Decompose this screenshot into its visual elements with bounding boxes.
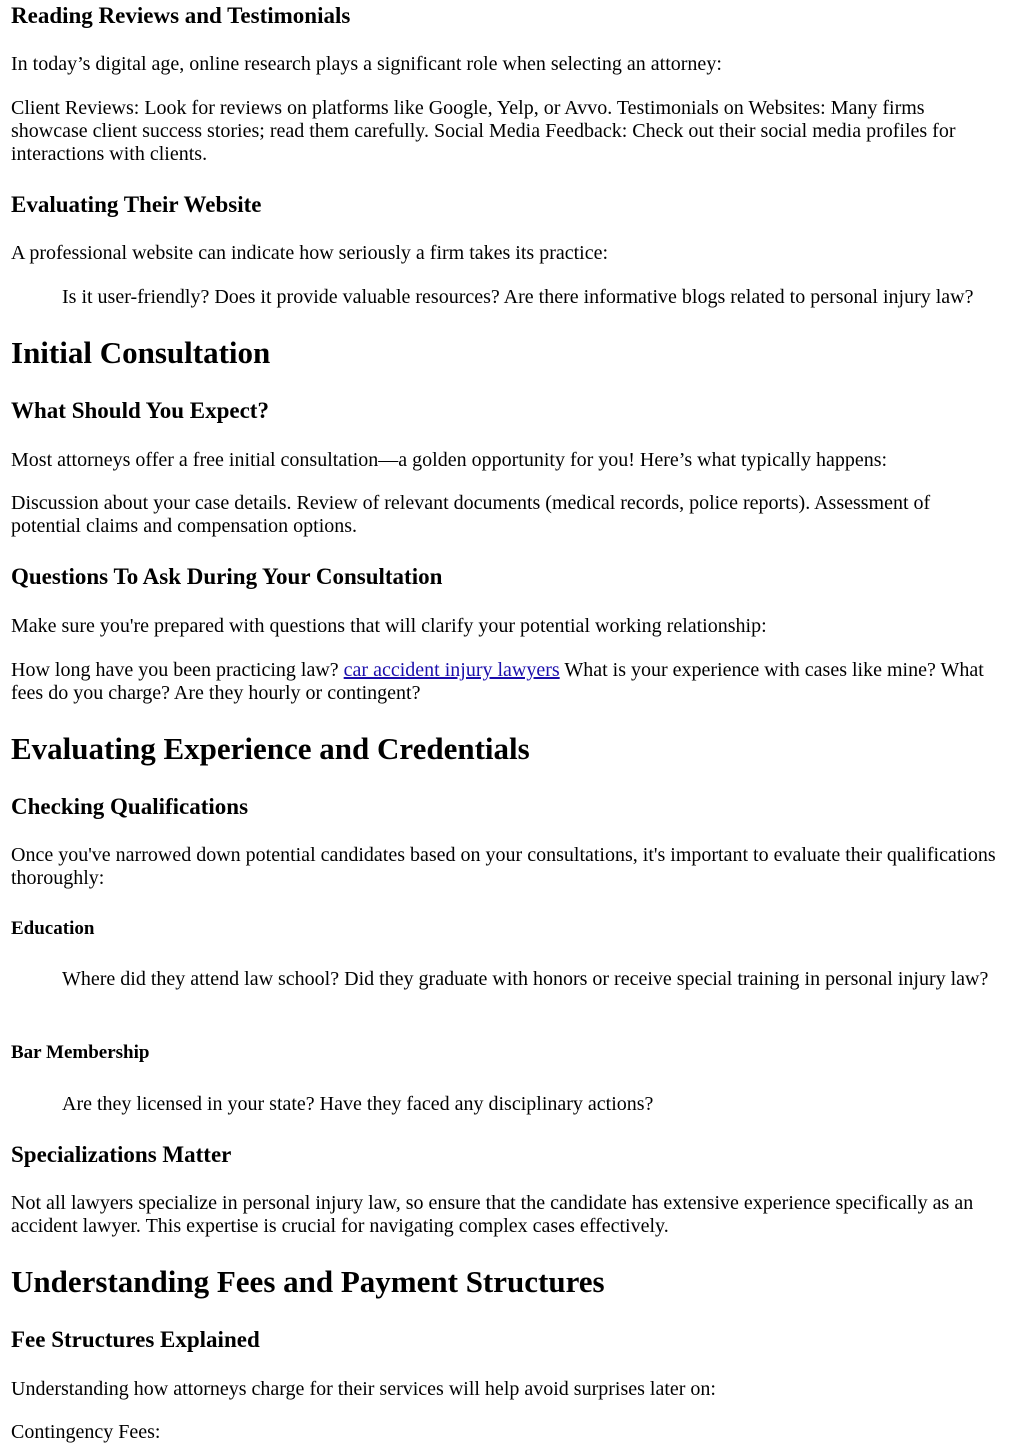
qualifications-intro: Once you've narrowed down potential candidates based on your consultations, it's important to evaluate their qualifications thoroughly: xyxy=(11,844,996,889)
questions-heading: Questions To Ask During Your Consultation xyxy=(11,564,443,589)
experience-heading: Evaluating Experience and Credentials xyxy=(11,731,530,766)
specializations-body: Not all lawyers specialize in personal injury law, so ensure that the candidate has extensive experience specifically as an accident lawyer. This expertise is crucial for navigating complex cases effectively. xyxy=(11,1192,974,1237)
questions-intro: Make sure you're prepared with questions that will clarify your potential working relationship: xyxy=(11,615,767,637)
bar-membership-heading: Bar Membership xyxy=(11,1042,150,1063)
fees-heading: Understanding Fees and Payment Structures xyxy=(11,1264,605,1299)
education-quote: Where did they attend law school? Did they graduate with honors or receive special training in personal injury law? xyxy=(62,968,989,990)
expect-body: Discussion about your case details. Review of relevant documents (medical records, police reports). Assessment of potential claims and compensation options. xyxy=(11,492,931,537)
questions-text-after: What is your experience with cases like mine? What fees do you charge? Are they hourly or contingent? xyxy=(11,659,984,704)
specializations-heading: Specializations Matter xyxy=(11,1142,232,1167)
expect-heading: What Should You Expect? xyxy=(11,398,269,423)
reviews-body: Client Reviews: Look for reviews on platforms like Google, Yelp, or Avvo. Testimonials on Websites: Many firms showcase client success stories; read them carefully. Social Media Feedback: Check out their social media profiles for interactions with clients. xyxy=(11,97,956,165)
reviews-intro: In today’s digital age, online research plays a significant role when selecting an attorney: xyxy=(11,53,722,75)
education-heading: Education xyxy=(11,918,95,939)
website-quote: Is it user-friendly? Does it provide valuable resources? Are there informative blogs related to personal injury law? xyxy=(62,286,974,308)
reviews-heading: Reading Reviews and Testimonials xyxy=(11,3,351,28)
website-heading: Evaluating Their Website xyxy=(11,192,262,217)
questions-body xyxy=(11,659,1001,705)
contingency-fees-label: Contingency Fees: xyxy=(11,1421,161,1443)
qualifications-heading: Checking Qualifications xyxy=(11,794,249,819)
bar-membership-quote: Are they licensed in your state? Have they faced any disciplinary actions? xyxy=(62,1093,654,1115)
website-intro: A professional website can indicate how seriously a firm takes its practice: xyxy=(11,242,609,264)
questions-text-before: How long have you been practicing law? xyxy=(11,659,344,681)
car-accident-lawyers-link[interactable]: car accident injury lawyers xyxy=(343,659,560,681)
fee-structures-heading: Fee Structures Explained xyxy=(11,1327,260,1352)
consultation-heading: Initial Consultation xyxy=(11,335,271,370)
expect-intro: Most attorneys offer a free initial consultation—a golden opportunity for you! Here’s what typically happens: xyxy=(11,449,888,471)
fee-structures-intro: Understanding how attorneys charge for their services will help avoid surprises later on: xyxy=(11,1378,716,1400)
